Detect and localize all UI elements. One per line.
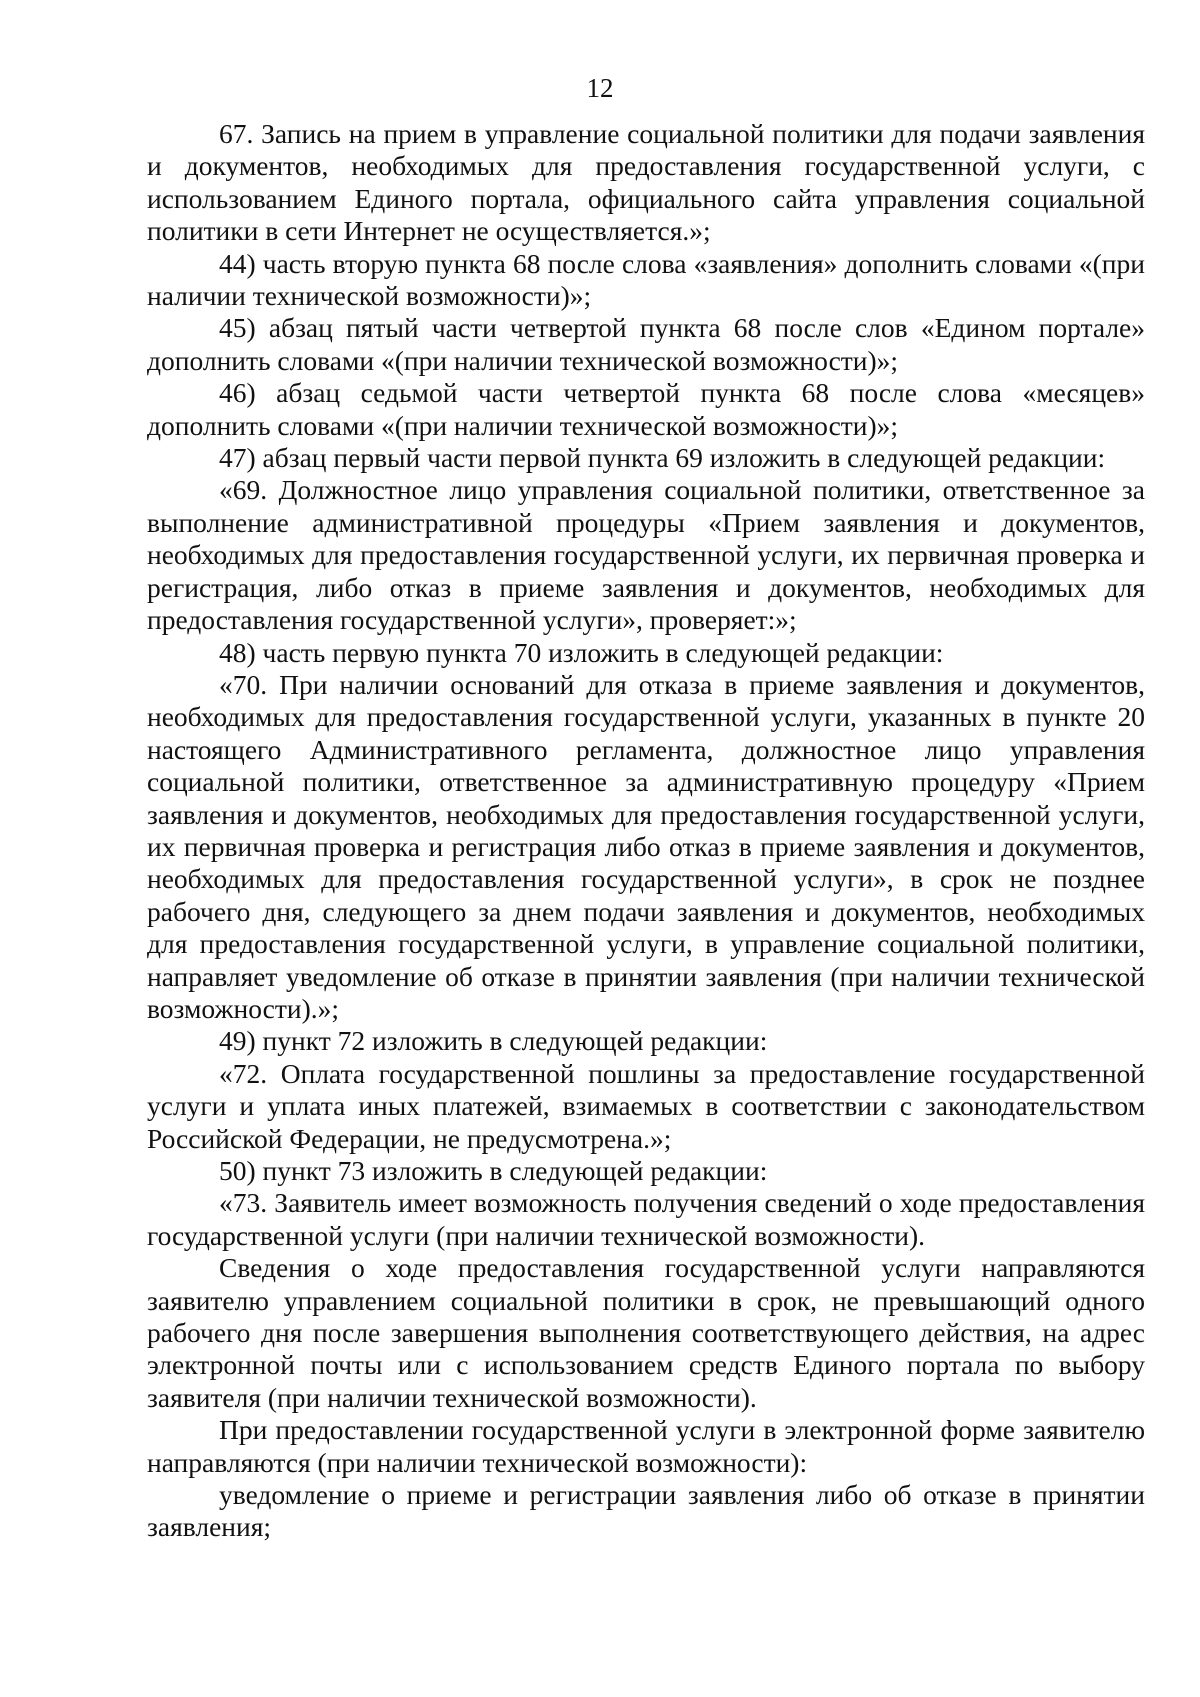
paragraph-73: «73. Заявитель имеет возможность получения сведений о ходе предоставления государственной услуги (при наличии технической возможности). <box>147 1187 1145 1251</box>
amendment-49: 49) пункт 72 изложить в следующей редакции: <box>219 1025 768 1057</box>
paragraph-73-notification: уведомление о приеме и регистрации заявления либо об отказе в принятии заявления; <box>147 1479 1145 1543</box>
paragraph-70: «70. При наличии оснований для отказа в приеме заявления и документов, необходимых для предоставления государственной услуги, указанных в пункте 20 настоящего Административного регламента, должностное лицо управления социальной политики, ответственное за административную процедуру «Прием заявления и документов, необходимых для предоставления государственной услуги, их первичная проверка и регистрация либо отказ в приеме заявления и документов, необходимых для предоставления государственной услуги», в срок не позднее рабочего дня, следующего за днем подачи заявления и документов, необходимых для предоставления государственной услуги, в управление социальной политики, направляет уведомление об отказе в принятии заявления (при наличии технической возможности).»; <box>147 668 1145 1024</box>
document-body <box>147 118 1145 1544</box>
amendment-44: 44) часть вторую пункта 68 после слова «заявления» дополнить словами «(при наличии технической возможности)»; <box>147 247 1145 312</box>
amendment-46: 46) абзац седьмой части четвертой пункта 68 после слова «месяцев» дополнить словами «(при наличии технической возможности)»; <box>147 377 1145 441</box>
paragraph-69: «69. Должностное лицо управления социальной политики, ответственное за выполнение административной процедуры «Прием заявления и документов, необходимых для предоставления государственной услуги, их первичная проверка и регистрация, либо отказ в приеме заявления и документов, необходимых для предоставления государственной услуги», проверяет:»; <box>147 474 1145 636</box>
page-number: 12 <box>586 73 614 103</box>
paragraph-72: «72. Оплата государственной пошлины за предоставление государственной услуги и уплата иных платежей, взимаемых в соответствии с законодательством Российской Федерации, не предусмотрена.»; <box>147 1057 1145 1154</box>
paragraph-67: 67. Запись на прием в управление социальной политики для подачи заявления и документов, необходимых для предоставления государственной услуги, с использованием Единого портала, официального сайта управления социальной политики в сети Интернет не осуществляется.»; <box>147 118 1145 247</box>
amendment-48: 48) часть первую пункта 70 изложить в следующей редакции: <box>219 636 944 668</box>
paragraph-73-info: Сведения о ходе предоставления государственной услуги направляются заявителю управлением социальной политики в срок, не превышающий одного рабочего дня после завершения выполнения соответствующего действия, на адрес электронной почты или с использованием средств Единого портала по выбору заявителя (при наличии технической возможности). <box>147 1252 1145 1413</box>
amendment-47: 47) абзац первый части первой пункта 69 изложить в следующей редакции: <box>219 442 1106 474</box>
paragraph-73-electronic: При предоставлении государственной услуги в электронной форме заявителю направляются (при наличии технической возможности): <box>147 1414 1145 1478</box>
amendment-50: 50) пункт 73 изложить в следующей редакции: <box>219 1155 768 1186</box>
amendment-45: 45) абзац пятый части четвертой пункта 68 после слов «Едином портале» дополнить словами «(при наличии технической возможности)»; <box>147 312 1145 376</box>
